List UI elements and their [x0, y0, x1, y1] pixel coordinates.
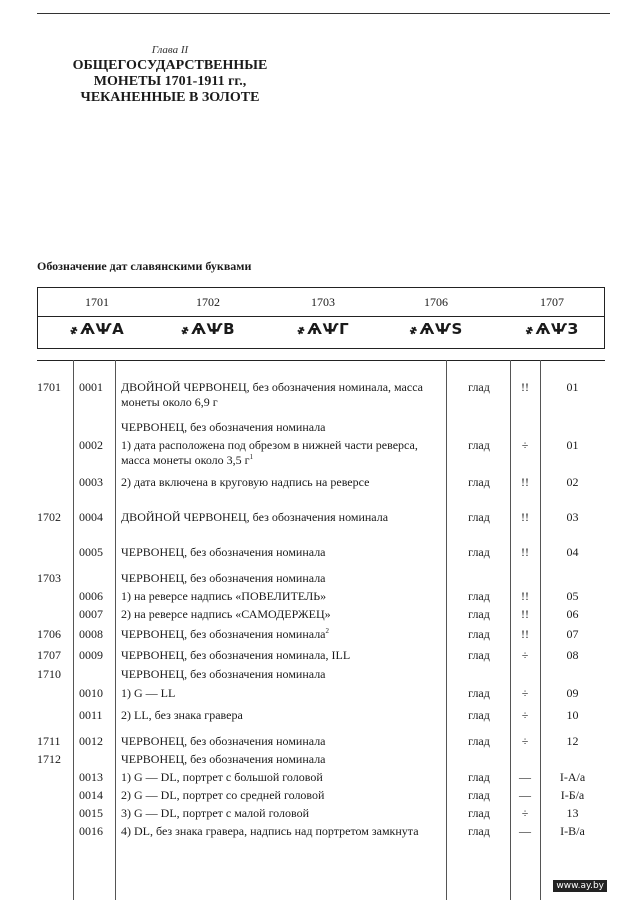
- coin-catalog-table: [37, 360, 605, 900]
- row-year: 1703: [37, 571, 61, 585]
- row-rarity: !!: [521, 475, 529, 489]
- row-edge: глад: [468, 708, 490, 722]
- row-number: 0010: [79, 686, 103, 700]
- row-description: ЧЕРВОНЕЦ, без обозначения номинала: [121, 571, 326, 585]
- row-description: 1) дата расположена под обрезом в нижней части реверса, масса монеты около 3,5 $г^1$: [121, 438, 418, 467]
- row-description: ЧЕРВОНЕЦ, без обозначения номинала: [121, 667, 326, 681]
- row-number: 0007: [79, 607, 103, 621]
- row-reference: 13: [566, 806, 579, 820]
- divider: [73, 360, 74, 900]
- row-description: 2) G — DL, портрет со средней головой: [121, 788, 325, 802]
- row-edge: глад: [468, 510, 490, 524]
- row-description: 2) на реверсе надпись «САМОДЕРЖЕЦ»: [121, 607, 331, 621]
- row-reference: 12: [566, 734, 579, 748]
- row-number: 0014: [79, 788, 103, 802]
- row-reference: 08: [566, 648, 579, 662]
- row-rarity: !!: [521, 510, 529, 524]
- row-number: 0012: [79, 734, 103, 748]
- row-edge: глад: [468, 380, 490, 394]
- row-reference: I-Б/а: [560, 788, 585, 802]
- row-reference: 09: [566, 686, 579, 700]
- date-year: 1707: [540, 295, 564, 309]
- row-number: 0011: [79, 708, 103, 722]
- row-year: 1711: [37, 734, 61, 748]
- row-description: 4) DL, без знака гравера, надпись над портретом замкнута: [121, 824, 419, 838]
- row-number: 0002: [79, 438, 103, 452]
- row-edge: глад: [468, 788, 490, 802]
- row-edge: глад: [468, 607, 490, 621]
- row-rarity: —: [519, 770, 531, 784]
- row-year: 1710: [37, 667, 61, 681]
- date-slavonic-letters: ҂ѦѰГ: [296, 320, 350, 338]
- row-edge: глад: [468, 648, 490, 662]
- row-reference: 03: [566, 510, 579, 524]
- row-year: 1712: [37, 752, 61, 766]
- row-rarity: !!: [521, 380, 529, 394]
- row-number: 0015: [79, 806, 103, 820]
- date-slavonic-letters: ҂ѦѰА: [69, 320, 125, 338]
- row-description: 3) G — DL, портрет с малой головой: [121, 806, 310, 820]
- row-rarity: !!: [521, 607, 529, 621]
- row-description: ЧЕРВОНЕЦ, без обозначения номинала: [121, 734, 326, 748]
- chapter-title-line: МОНЕТЫ 1701-1911 гг.,: [93, 74, 247, 89]
- row-rarity: ÷: [521, 734, 529, 748]
- row-year: 1707: [37, 648, 61, 662]
- row-reference: I-В/а: [560, 824, 585, 838]
- row-number: 0004: [79, 510, 103, 524]
- row-reference: 05: [566, 589, 579, 603]
- watermark: www.ay.by: [553, 880, 607, 892]
- row-description: ЧЕРВОНЕЦ, без обозначения номинала$^2$: [121, 627, 330, 641]
- date-year: 1702: [196, 295, 220, 309]
- row-description: 1) на реверсе надпись «ПОВЕЛИТЕЛЬ»: [121, 589, 327, 603]
- row-number: 0013: [79, 770, 103, 784]
- row-rarity: ÷: [521, 806, 529, 820]
- row-year: 1706: [37, 627, 61, 641]
- date-year: 1703: [311, 295, 335, 309]
- divider: [446, 360, 447, 900]
- row-edge: глад: [468, 545, 490, 559]
- row-description: ЧЕРВОНЕЦ, без обозначения номинала: [121, 420, 326, 434]
- row-edge: глад: [468, 806, 490, 820]
- row-description: ДВОЙНОЙ ЧЕРВОНЕЦ, без обозначения номинала, масса монеты около 6,9 г: [121, 380, 423, 409]
- row-rarity: !!: [521, 627, 529, 641]
- row-description: 2) LL, без знака гравера: [121, 708, 243, 722]
- date-slavonic-letters: ҂ѦѰЅ: [409, 320, 463, 338]
- row-description: ЧЕРВОНЕЦ, без обозначения номинала, ILL: [121, 648, 351, 662]
- row-rarity: !!: [521, 545, 529, 559]
- footnote-mark: 2: [325, 627, 330, 635]
- row-number: 0003: [79, 475, 103, 489]
- row-edge: глад: [468, 627, 490, 641]
- row-number: 0001: [79, 380, 103, 394]
- divider: [38, 316, 604, 317]
- row-year: 1702: [37, 510, 61, 524]
- slavonic-dates-table: [37, 287, 605, 349]
- row-description: ЧЕРВОНЕЦ, без обозначения номинала: [121, 545, 326, 559]
- footnote-mark: 1: [249, 453, 254, 461]
- row-number: 0008: [79, 627, 103, 641]
- row-reference: 02: [566, 475, 579, 489]
- row-rarity: —: [519, 824, 531, 838]
- row-edge: глад: [468, 475, 490, 489]
- row-reference: 01: [566, 438, 579, 452]
- row-rarity: !!: [521, 589, 529, 603]
- row-edge: глад: [468, 770, 490, 784]
- row-description: 2) дата включена в круговую надпись на реверсе: [121, 475, 370, 489]
- date-year: 1706: [424, 295, 448, 309]
- row-number: 0009: [79, 648, 103, 662]
- chapter-title-line: ОБЩЕГОСУДАРСТВЕННЫЕ: [72, 58, 268, 73]
- row-number: 0005: [79, 545, 103, 559]
- row-description: 1) G — DL, портрет с большой головой: [121, 770, 323, 784]
- chapter-label: Глава II: [151, 44, 189, 56]
- row-number: 0016: [79, 824, 103, 838]
- row-rarity: ÷: [521, 648, 529, 662]
- row-description: ЧЕРВОНЕЦ, без обозначения номинала: [121, 752, 326, 766]
- row-reference: 06: [566, 607, 579, 621]
- row-rarity: ÷: [521, 686, 529, 700]
- row-edge: глад: [468, 589, 490, 603]
- row-rarity: —: [519, 788, 531, 802]
- row-year: 1701: [37, 380, 61, 394]
- top-rule: [37, 13, 610, 14]
- row-reference: 04: [566, 545, 579, 559]
- row-description: 1) G — LL: [121, 686, 176, 700]
- date-slavonic-letters: ҂ѦѰВ: [180, 320, 236, 338]
- chapter-title-line: ЧЕКАНЕННЫЕ В ЗОЛОТЕ: [80, 90, 260, 105]
- row-rarity: ÷: [521, 438, 529, 452]
- row-number: 0006: [79, 589, 103, 603]
- row-reference: 10: [566, 708, 579, 722]
- date-year: 1701: [85, 295, 109, 309]
- row-edge: глад: [468, 734, 490, 748]
- chapter-title: [46, 58, 294, 106]
- row-rarity: ÷: [521, 708, 529, 722]
- divider: [37, 360, 605, 361]
- divider: [115, 360, 116, 900]
- row-reference: 07: [566, 627, 579, 641]
- row-reference: I-А/а: [559, 770, 586, 784]
- date-slavonic-letters: ҂ѦѰЗ: [525, 320, 579, 338]
- row-edge: глад: [468, 438, 490, 452]
- section-heading: Обозначение дат славянскими буквами: [37, 259, 252, 273]
- row-description: ДВОЙНОЙ ЧЕРВОНЕЦ, без обозначения номинала: [121, 510, 389, 524]
- row-reference: 01: [566, 380, 579, 394]
- row-edge: глад: [468, 824, 490, 838]
- row-edge: глад: [468, 686, 490, 700]
